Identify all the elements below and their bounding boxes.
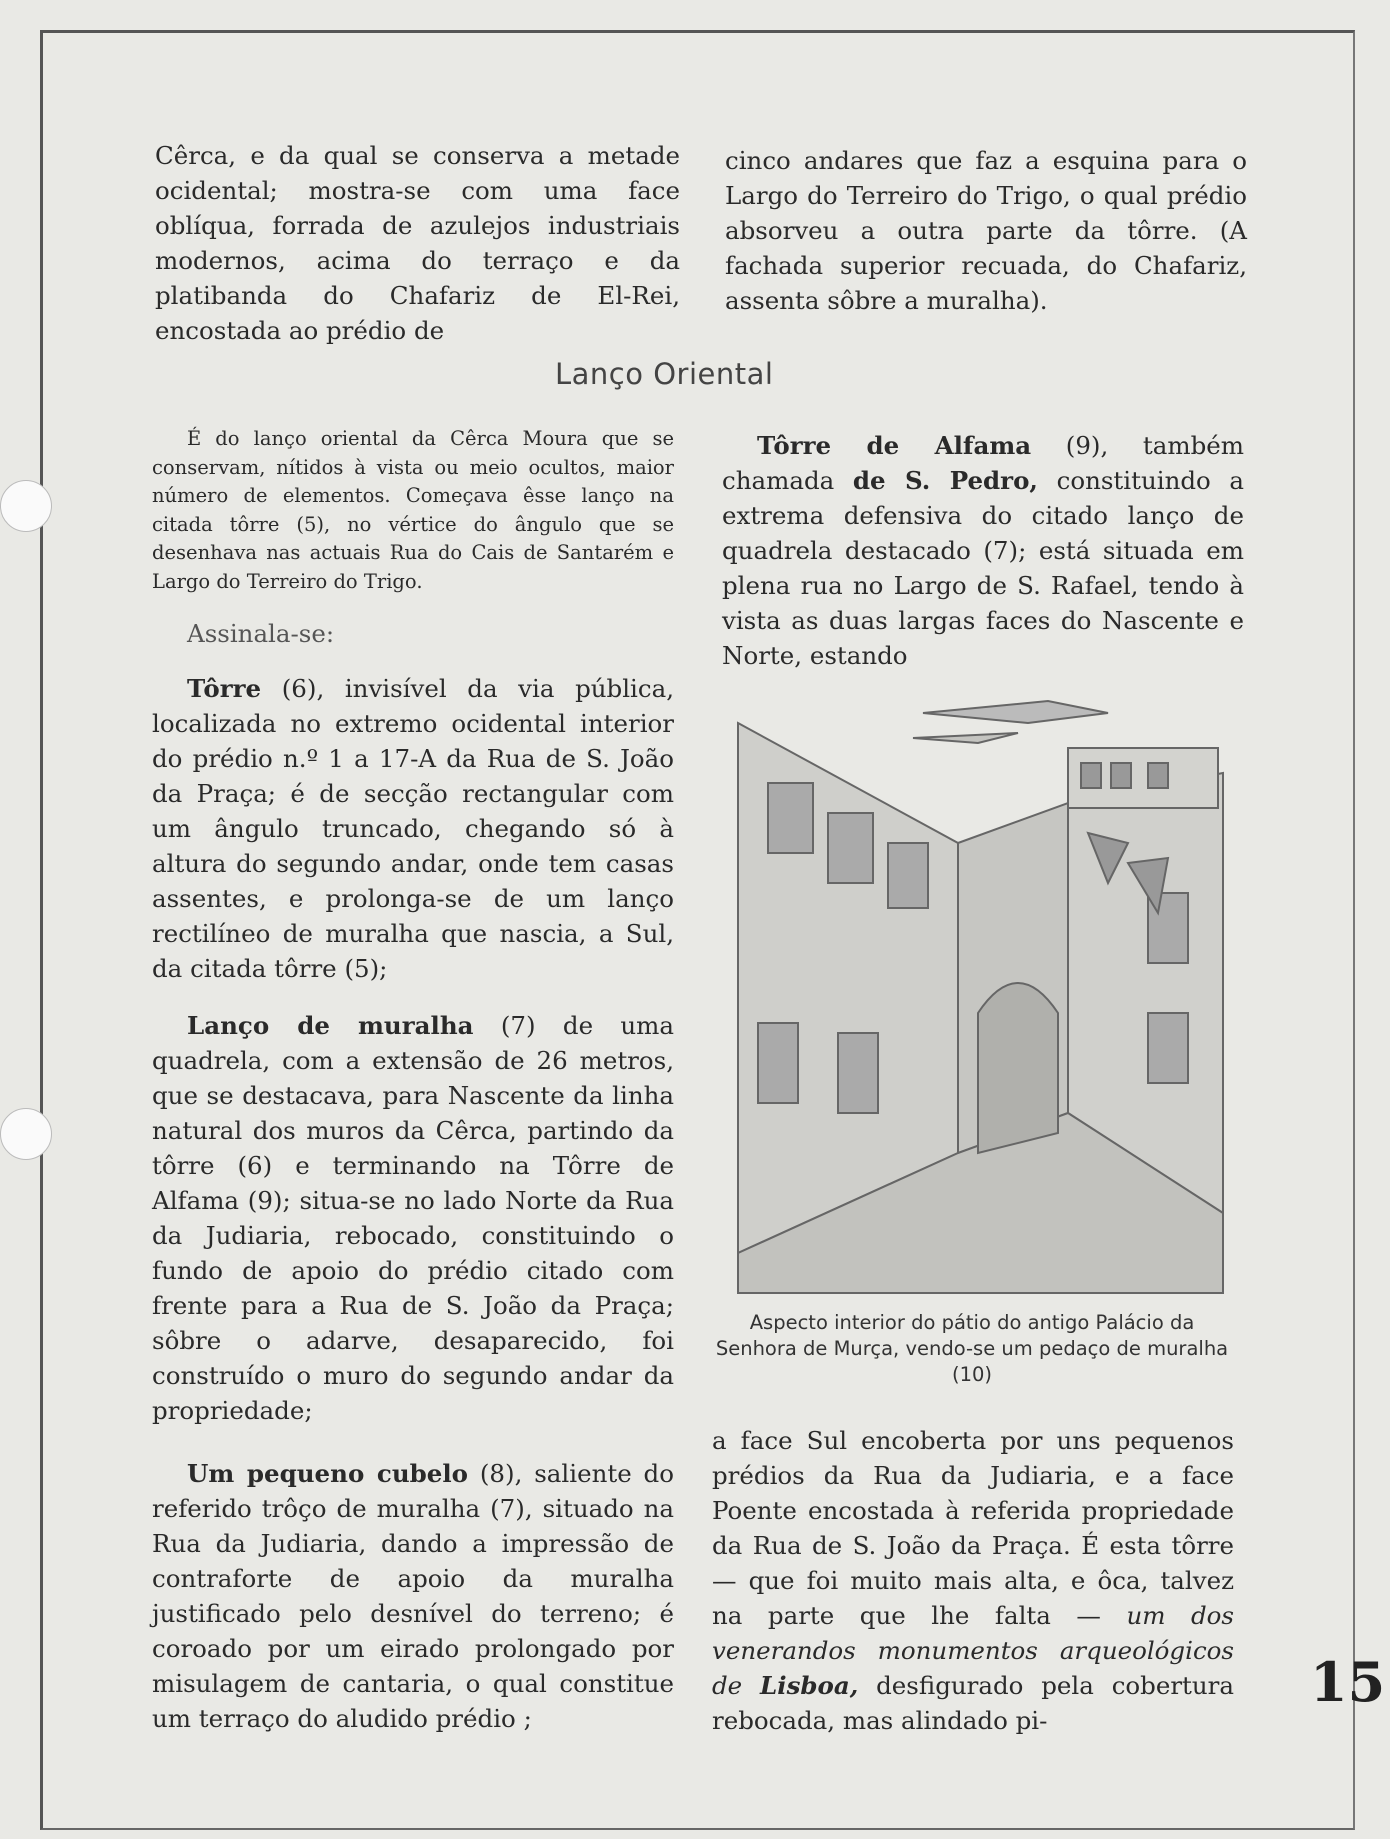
torre-9-column (722, 428, 1244, 673)
torre-6-text: (6), invisível da via pública, localizada no extremo ocidental interior do prédio n.º 1 a 17-A da Rua de S. João da Praça; é de secção rectangular com um ângulo truncado, chegando só à altura do segundo andar, onde tem casas assentes, e prolonga-se de um lanço rectilíneo de muralha que nascia, a Sul, da citada tôrre (5); (152, 674, 674, 983)
left-column (152, 425, 674, 1736)
top-left-column (155, 138, 680, 348)
page-number: 15 (1310, 1650, 1386, 1714)
binder-hole-top (0, 480, 52, 532)
torre-6-paragraph (152, 671, 674, 986)
top-right-column (725, 143, 1247, 318)
bottom-right-column (712, 1423, 1234, 1738)
top-left-paragraph: Cêrca, e da qual se conserva a metade ocidental; mostra-se com uma face oblíqua, forrada de azulejos industriais modernos, acima do terraço e da platibanda do Chafariz de El-Rei, encostada ao prédio de (155, 141, 680, 345)
torre-9-text-b: constituindo a extrema defensiva do citado lanço de quadrela destacado (7); está situada em plena rua no Largo de S. Rafael, tendo à vista as duas largas faces do Nascente e Norte, estando (722, 466, 1245, 670)
bottom-right-paragraph (712, 1423, 1234, 1738)
cubelo-8-title: Um pequeno cubelo (187, 1459, 468, 1488)
binder-hole-bottom (0, 1108, 52, 1160)
cubelo-8-text: (8), saliente do referido trôço de muralha (7), situado na Rua da Judiaria, dando a impressão de contraforte de apoio da muralha justificado pelo desnível do terreno; é coroado por um eirado prolongado por misulagem de cantaria, o qual constitue um terraço do aludido prédio ; (152, 1459, 674, 1733)
torre-9-title: Tôrre de Alfama (757, 431, 1032, 460)
torre-6-title: Tôrre (187, 674, 262, 703)
cubelo-8-paragraph (152, 1456, 674, 1736)
courtyard-illustration (728, 693, 1233, 1298)
lanco-7-paragraph (152, 1008, 674, 1428)
bottom-right-text-b: desfigurado pela cobertura rebocada, mas alindado pi- (712, 1671, 1234, 1735)
section-heading: Lanço Oriental (555, 357, 774, 391)
torre-9-paragraph (722, 428, 1244, 673)
figure-caption: Aspecto interior do pátio do antigo Palácio da Senhora de Murça, vendo-se um pedaço de muralha (10) (715, 1311, 1229, 1386)
lanco-7-text: (7) de uma quadrela, com a extensão de 26 metros, que se destacava, para Nascente da linha natural dos muros da Cêrca, partindo da tôrre (6) e terminando na Tôrre de Alfama (9); situa-se no lado Norte da Rua da Judiaria, rebocado, constituindo o fundo de apoio do prédio citado com frente para a Rua de S. João da Praça; sôbre o adarve, desaparecido, foi construído o muro do segundo andar da propriedade; (152, 1011, 674, 1425)
bottom-right-bold-italic: Lisboa, (760, 1671, 859, 1700)
bottom-right-text-a: a face Sul encoberta por uns pequenos prédios da Rua da Judiaria, e a face Poente encostada à referida propriedade da Rua de S. João da Praça. É esta tôrre — que foi muito mais alta, e ôca, talvez na parte que lhe falta — (712, 1426, 1234, 1630)
torre-9-text-a: (9), também chamada (722, 431, 1244, 495)
top-right-paragraph: cinco andares que faz a esquina para o Largo do Terreiro do Trigo, o qual prédio absorveu a outra parte da tôrre. (A fachada superior recuada, do Chafariz, assenta sôbre a muralha). (725, 146, 1247, 315)
intro-paragraph: É do lanço oriental da Cêrca Moura que se conservam, nítidos à vista ou meio ocultos, maior número de elementos. Começava êsse lanço na citada tôrre (5), no vértice do ângulo que se desenhava nas actuais Rua do Cais de Santarém e Largo do Terreiro do Trigo. (152, 427, 674, 593)
lanco-7-title: Lanço de muralha (187, 1011, 474, 1040)
torre-9-title-b: de S. Pedro, (852, 466, 1038, 495)
assinala-text: Assinala-se: (187, 619, 335, 648)
bottom-right-italic: um dos venerandos monumentos arqueológicos de (712, 1601, 1234, 1700)
